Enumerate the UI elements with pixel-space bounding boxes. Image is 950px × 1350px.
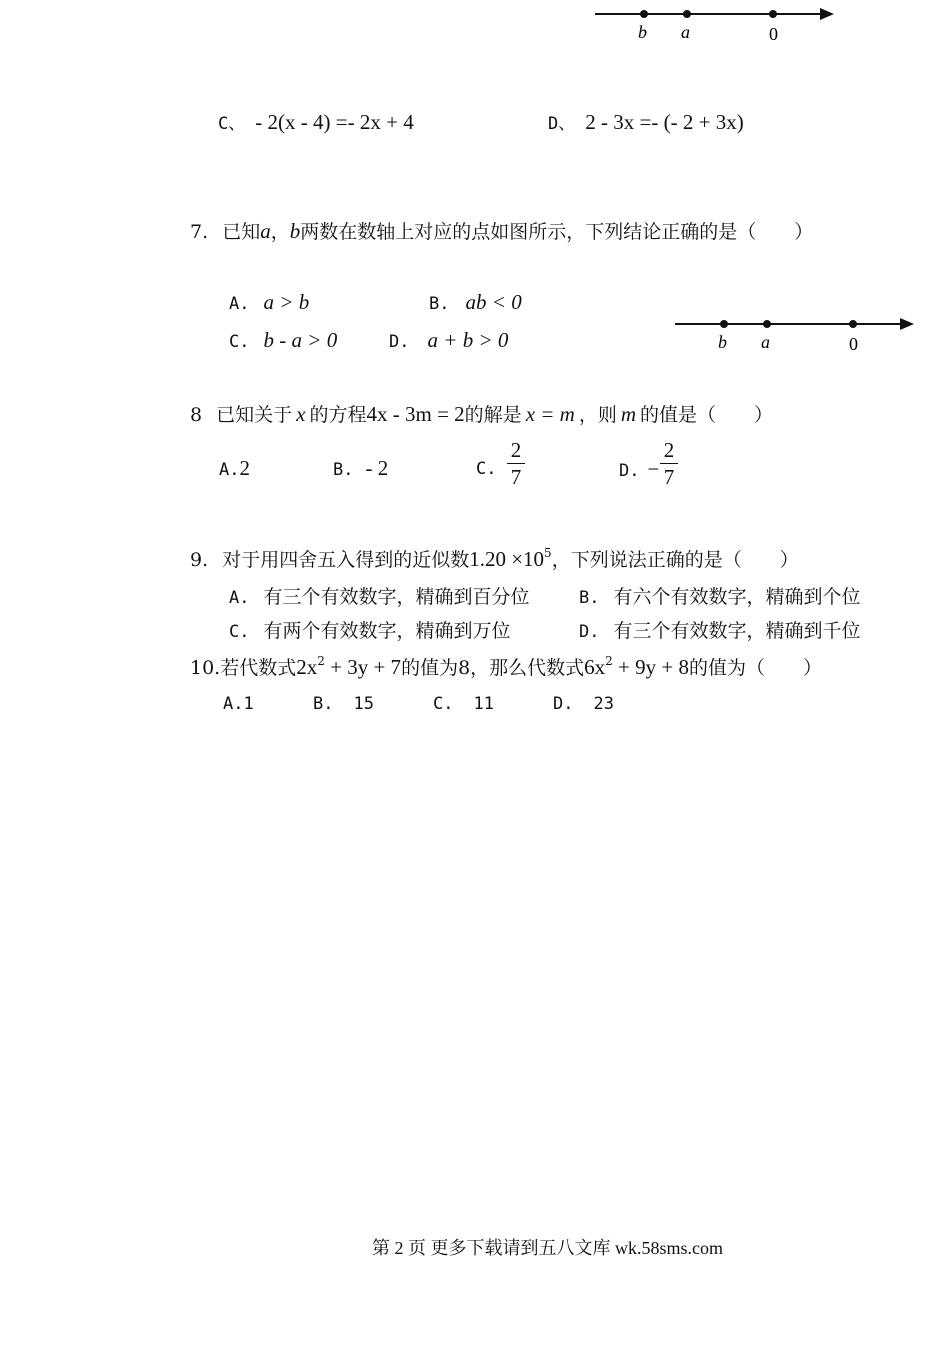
q7-option-b — [429, 290, 522, 315]
q8-stem-text-2: 的方程 — [309, 404, 367, 426]
q10-stem-text-3: 的值为（ ） — [688, 657, 822, 679]
q8-option-a — [219, 456, 250, 481]
q9-option-a-text: 有三个有效数字，精确到百分位 — [263, 586, 530, 608]
q8-number: 8 — [190, 404, 203, 426]
q9-option-d-text: 有三个有效数字，精确到千位 — [613, 620, 861, 642]
label-zero: 0 — [769, 24, 778, 44]
q8-option-c-numerator: 2 — [510, 438, 522, 462]
q9-option-a-label: A. — [229, 588, 250, 608]
q9-option-d — [579, 616, 861, 643]
q8-var-m: m — [620, 402, 637, 426]
q9-option-c-label: C. — [229, 622, 250, 642]
q8-option-c-label-text: C. — [476, 459, 497, 479]
q10-option-d-value: 23 — [593, 694, 615, 714]
q8-equation: 4x - 3m = 2 — [366, 402, 465, 426]
q9-stem — [190, 545, 799, 572]
q10-expr1-term: 2x — [296, 655, 318, 679]
q10-option-c — [433, 692, 494, 714]
q9-option-b-label: B. — [579, 588, 600, 608]
label-b: b — [638, 22, 647, 42]
q10-stem — [190, 653, 822, 680]
q8-stem-text-3: 的解是 — [464, 404, 522, 426]
q9-stem-text: 对于用四舍五入得到的近似数 — [222, 549, 470, 571]
q9-option-a — [229, 582, 530, 609]
q10-expr2-term: 6x — [584, 655, 606, 679]
q10-stem-text: 若代数式 — [220, 657, 297, 679]
q7-comma: ， — [270, 221, 290, 243]
q9-option-d-label: D. — [579, 622, 600, 642]
q8-option-b-label: B. — [333, 460, 354, 480]
q8-option-b — [333, 456, 388, 481]
q8-option-d-numerator: 2 — [663, 438, 675, 462]
q8-option-d-sign: − — [647, 457, 660, 481]
q10-stem-text-2: 的值为8，那么代数式 — [401, 657, 585, 679]
q7-option-d-label: D. — [389, 332, 410, 352]
q7-stem-text: 已知 — [222, 221, 261, 243]
q7-option-a — [229, 290, 309, 315]
q7-var-a: a — [260, 219, 271, 243]
q7-option-b-expr: ab < 0 — [465, 290, 522, 314]
q10-option-a — [223, 692, 254, 714]
q7-label-zero: 0 — [849, 334, 858, 354]
number-line-q7 — [672, 310, 922, 356]
number-line-top — [590, 0, 840, 46]
q10-option-b-label: B. — [313, 694, 334, 714]
q6-option-d-label: D、 — [548, 114, 576, 134]
q9-option-c-text: 有两个有效数字，精确到万位 — [263, 620, 511, 642]
q8-option-c-denominator: 7 — [510, 465, 522, 489]
q10-option-a-value: 1 — [243, 694, 254, 714]
q8-option-a-label: A. — [219, 460, 240, 480]
q9-option-b — [579, 582, 861, 609]
q7-number: 7. — [190, 221, 209, 243]
q8-option-d-label — [619, 457, 659, 482]
q6-option-c-label: C、 — [218, 114, 246, 134]
q10-expr2-exponent: 2 — [605, 654, 613, 668]
q6-option-c — [218, 109, 414, 135]
q10-option-c-label: C. — [433, 694, 454, 714]
q7-option-a-label: A. — [229, 294, 250, 314]
point-a — [683, 10, 691, 18]
q9-stem-text-2: ，下列说法正确的是（ ） — [551, 549, 799, 571]
page-footer: 第 2 页 更多下载请到五八文库 wk.58sms.com — [372, 1238, 723, 1258]
point-b — [640, 10, 648, 18]
point-zero — [769, 10, 777, 18]
q9-option-c — [229, 616, 511, 643]
q8-option-d-denominator: 7 — [663, 465, 675, 489]
q10-expr2-rest: + 9y + 8 — [612, 655, 689, 679]
q8-solution: x = m — [525, 402, 575, 426]
q10-expr1-rest: + 3y + 7 — [324, 655, 402, 679]
q8-stem-text-5: 的值是（ ） — [640, 404, 774, 426]
q7-point-zero — [849, 320, 857, 328]
q7-var-b: b — [289, 219, 301, 243]
q7-option-c — [229, 328, 337, 353]
q10-option-b — [313, 692, 374, 714]
q7-option-d — [389, 328, 508, 353]
q8-option-b-value: - 2 — [365, 456, 389, 480]
q7-option-d-expr: a + b > 0 — [427, 328, 509, 352]
q7-stem-text-2: 两数在数轴上对应的点如图所示，下列结论正确的是（ ） — [300, 221, 814, 243]
q8-stem-text-1: 已知关于 — [216, 404, 293, 426]
q6-option-d-expr: 2 - 3x =- (- 2 + 3x) — [585, 110, 744, 134]
q8-option-c-fraction — [507, 438, 525, 489]
q6-option-c-expr: - 2(x - 4) =- 2x + 4 — [255, 110, 414, 134]
q8-option-d-label-text: D. — [619, 461, 640, 481]
q10-option-d — [553, 692, 614, 714]
q7-stem — [190, 217, 813, 244]
q8-var-x: x — [296, 402, 306, 426]
label-a: a — [681, 22, 690, 42]
q10-option-a-label: A. — [223, 694, 244, 714]
q7-label-b: b — [718, 332, 727, 352]
q8-option-c-label — [476, 457, 496, 479]
q9-option-b-text: 有六个有效数字，精确到个位 — [613, 586, 861, 608]
q10-option-d-label: D. — [553, 694, 574, 714]
q7-point-b — [720, 320, 728, 328]
q9-number-exponent: 5 — [544, 546, 552, 560]
q6-option-d — [548, 109, 744, 135]
q10-number: 10. — [190, 657, 221, 679]
q8-stem-text-4: ，则 — [578, 404, 617, 426]
q7-option-c-label: C. — [229, 332, 250, 352]
q7-point-a — [763, 320, 771, 328]
q10-option-c-value: 11 — [473, 694, 495, 714]
q10-expr1-exponent: 2 — [317, 654, 325, 668]
q7-option-a-expr: a > b — [263, 290, 310, 314]
q8-option-a-value: 2 — [239, 456, 250, 480]
q7-label-a: a — [761, 332, 770, 352]
q7-option-b-label: B. — [429, 294, 450, 314]
q9-number-base: 1.20 ×10 — [469, 547, 545, 571]
q8-option-d-fraction — [660, 438, 678, 489]
q10-option-b-value: 15 — [353, 694, 375, 714]
q7-option-c-expr: b - a > 0 — [263, 328, 338, 352]
q8-stem — [190, 400, 773, 427]
q9-number: 9. — [190, 549, 209, 571]
